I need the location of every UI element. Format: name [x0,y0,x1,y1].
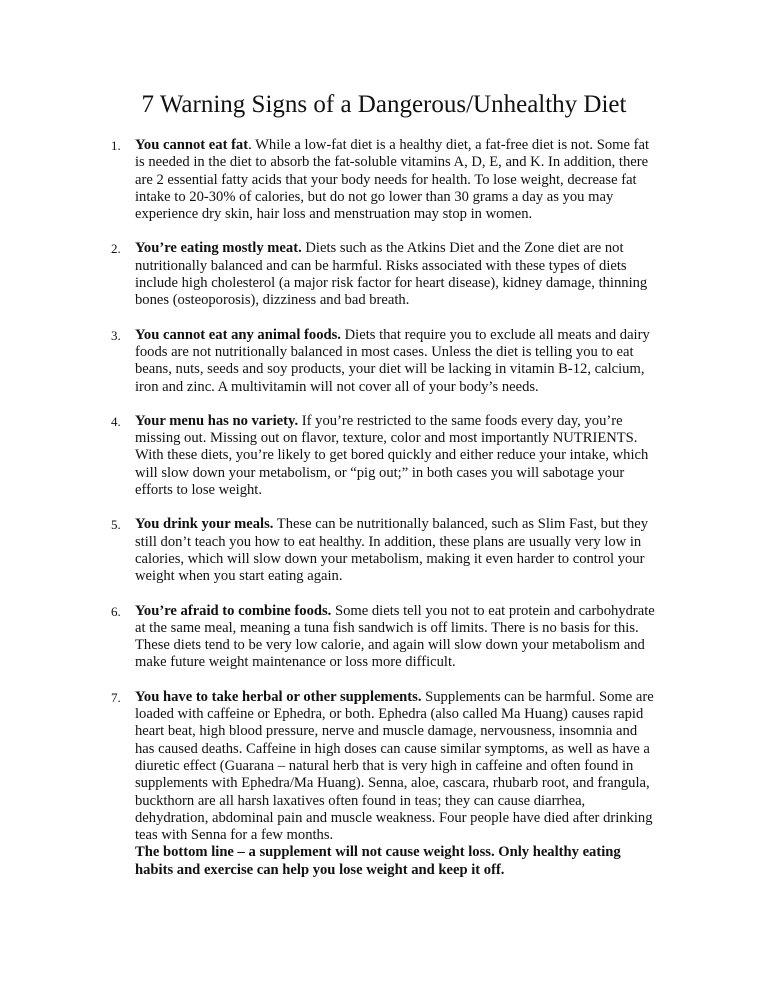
item-heading: You’re eating mostly meat. [135,240,302,257]
item-heading: You cannot eat any animal foods. [135,326,341,343]
list-item-2 [0,240,768,309]
item-number: 3. [111,327,121,343]
list-item-1 [0,137,768,223]
item-heading: You cannot eat fat [135,137,249,153]
item-number: 1. [111,138,121,153]
warning-signs-list [0,137,768,896]
item-heading: You have to take herbal or other supplements. [135,688,422,705]
item-number: 5. [111,517,121,533]
list-item-7 [0,689,768,879]
item-number: 4. [111,413,121,429]
list-item-3 [0,327,768,396]
item-text: Supplements can be harmful. Some are loaded with caffeine or Ephedra, or both. Ephedra (also called Ma Huang) causes rapid heart beat, high blood pressure, nerve and muscle damage, nervousness, insomnia and has caused deaths. Caffeine in high doses can cause similar symptoms, as well as have a diuretic effect (Guarana – natural herb that is very high in caffeine and often found in supplements with Ephedra/Ma Huang). Senna, aloe, cascara, rhubarb root, and frangula, buckthorn are all harsh laxatives often found in teas; they can cause diarrhea, dehydration, abdominal pain and muscle weakness. Four people have died after drinking teas with Senna for a few months. [135,688,654,844]
item-number: 7. [111,689,121,705]
item-number: 6. [111,603,121,619]
bottom-line-note: The bottom line – a supplement will not cause weight loss. Only healthy eating habits and exercise can help you lose weight and keep it off. [135,844,621,878]
item-heading: You’re afraid to combine foods. [135,602,332,619]
item-text: Some diets tell you not to eat protein and carbohydrate at the same meal, meaning a tuna fish sandwich is off limits. There is no basis for this. These diets tend to be very low calorie, and again will slow down your metabolism and make future weight maintenance or loss more difficult. [135,602,655,671]
item-number: 2. [111,241,121,257]
item-heading: Your menu has no variety. [135,412,299,429]
list-item-4 [0,413,768,499]
item-text: These can be nutritionally balanced, such as Slim Fast, but they still don’t teach you how to eat healthy. In addition, these plans are usually very low in calories, which will slow down your metabolism, making it even harder to control your weight when you start eating again. [135,516,649,585]
item-text: Diets that require you to exclude all meats and dairy foods are not nutritionally balanced in most cases. Unless the diet is telling you to eat beans, nuts, seeds and soy products, your diet will be lacking in vitamin B-12, calcium, iron and zinc. A multivitamin will not cover all of your body’s needs. [135,326,650,395]
list-item-5 [0,516,768,585]
document-title: 7 Warning Signs of a Dangerous/Unhealthy Diet [141,91,627,118]
item-text: . While a low-fat diet is a healthy diet, a fat-free diet is not. Some fat is needed in the diet to absorb the fat-soluble vitamins A, D, E, and K. In addition, there are 2 essential fatty acids that your body needs for health. To lose weight, decrease fat intake to 20-30% of calories, but do not go lower than 30 grams a day as you may experience dry skin, hair loss and menstruation may stop in women. [135,137,650,223]
item-text: Diets such as the Atkins Diet and the Zone diet are not nutritionally balanced and can be harmful. Risks associated with these types of diets include high cholesterol (a major risk factor for heart disease), kidney damage, thinning bones (osteoporosis), dizziness and bad breath. [135,240,648,309]
item-heading: You drink your meals. [135,516,274,533]
item-text: If you’re restricted to the same foods every day, you’re missing out. Missing out on flavor, texture, color and most importantly NUTRIENTS. With these diets, you’re likely to get bored quickly and either reduce your intake, which will slow down your metabolism, or “pig out;” in both cases you will sabotage your efforts to lose weight. [135,412,649,499]
list-item-6 [0,603,768,672]
